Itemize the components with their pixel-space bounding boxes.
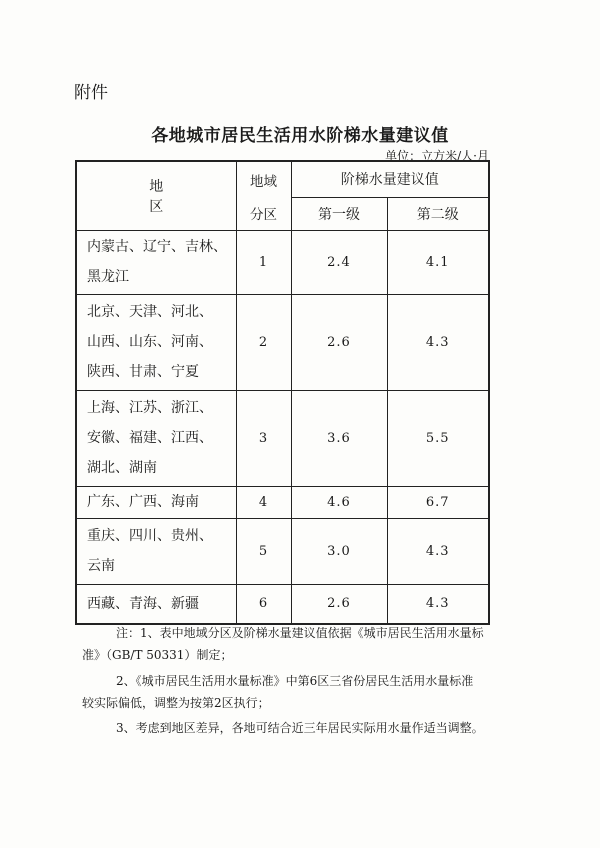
attachment-label: 附件 — [74, 83, 108, 103]
table-body — [76, 230, 489, 624]
table-row — [76, 390, 489, 486]
region-cell — [76, 294, 236, 390]
level1-cell: 3.0 — [291, 518, 387, 584]
document-title: 各地城市居民生活用水阶梯水量建议值 — [151, 126, 449, 146]
note-1-line-b: 准》（GB/T 50331）制定； — [82, 648, 233, 662]
region-cell — [76, 230, 236, 294]
level2-cell: 4.3 — [387, 294, 489, 390]
zone-cell: 4 — [236, 486, 291, 518]
table-row — [76, 294, 489, 390]
region-line: 上海、江苏、浙江、 — [87, 400, 213, 416]
zone-cell: 3 — [236, 390, 291, 486]
note-1 — [82, 620, 512, 668]
region-cell — [76, 390, 236, 486]
level1-cell: 3.6 — [291, 390, 387, 486]
region-line: 广东、广西、海南 — [87, 494, 199, 510]
zone-cell: 1 — [236, 230, 291, 294]
header-zone-line2: 分区 — [236, 197, 291, 230]
region-line: 内蒙古、辽宁、吉林、 — [87, 239, 227, 255]
region-cell — [76, 518, 236, 584]
level2-cell: 5.5 — [387, 390, 489, 486]
note-2-line-a: 2、《城市居民生活用水量标准》中第6区三省份居民生活用水量标准 — [116, 674, 474, 688]
water-quota-table — [75, 160, 490, 625]
level1-cell: 2.6 — [291, 294, 387, 390]
header-region: 地 区 — [76, 161, 236, 230]
region-line: 云南 — [87, 558, 115, 574]
zone-cell: 2 — [236, 294, 291, 390]
table-row — [76, 230, 489, 294]
zone-cell: 5 — [236, 518, 291, 584]
region-cell — [76, 584, 236, 624]
level2-cell: 4.1 — [387, 230, 489, 294]
region-line: 黑龙江 — [87, 269, 129, 285]
level1-cell: 2.6 — [291, 584, 387, 624]
header-tier-group: 阶梯水量建议值 — [291, 161, 489, 197]
region-line: 重庆、四川、贵州、 — [87, 528, 213, 544]
region-line: 北京、天津、河北、 — [87, 304, 213, 320]
table-row — [76, 486, 489, 518]
region-line: 陕西、甘肃、宁夏 — [87, 364, 199, 380]
level2-cell: 4.3 — [387, 518, 489, 584]
table-row — [76, 584, 489, 624]
table-row — [76, 518, 489, 584]
header-level1: 第一级 — [291, 197, 387, 230]
region-line: 西藏、青海、新疆 — [87, 595, 199, 612]
level1-cell: 4.6 — [291, 486, 387, 518]
note-2-line-b: 较实际偏低，调整为按第2区执行； — [82, 696, 270, 710]
header-level2: 第二级 — [387, 197, 489, 230]
header-zone-line1: 地域 — [236, 161, 291, 197]
level2-cell: 6.7 — [387, 486, 489, 518]
level1-cell: 2.4 — [291, 230, 387, 294]
note-2 — [82, 668, 512, 716]
region-line: 山西、山东、河南、 — [87, 334, 213, 350]
region-line: 湖北、湖南 — [87, 460, 157, 476]
note-3-line: 3、考虑到地区差异，各地可结合近三年居民实际用水量作适当调整。 — [116, 721, 484, 735]
note-1-line-a: 注：1、表中地域分区及阶梯水量建议值依据《城市居民生活用水量标 — [116, 626, 484, 640]
level2-cell: 4.3 — [387, 584, 489, 624]
region-cell — [76, 486, 236, 518]
note-3 — [82, 715, 512, 741]
region-line: 安徽、福建、江西、 — [87, 430, 213, 446]
unit-label: 单位：立方米/人·月 — [385, 149, 489, 163]
zone-cell: 6 — [236, 584, 291, 624]
